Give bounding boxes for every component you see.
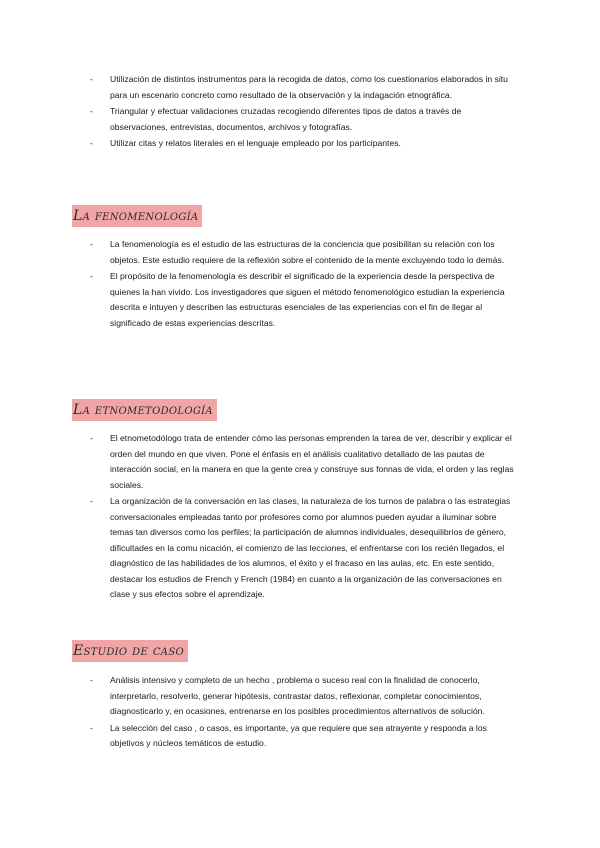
- list-item-text: El etnometodólogo trata de entender cómo las personas emprenden la tarea de ver, describir y explicar el orden del mundo en que viven. Pone el énfasis en el análisis cualitativo detallado de las pautas de interacción social, en la manera en que la gente crea y construye sus fonnas de vida, el orden y las reglas sociales.: [110, 433, 514, 490]
- bullet-dash: -: [90, 433, 93, 443]
- list-item-text: La organización de la conversación en las clases, la naturaleza de los turnos de palabra o las estrategias conversacionales empleadas tanto por profesores como por alumnos pueden ayudar a iluminar sobre temas tan diversos como los perfiles; la participación de alumnos individuales, desequilibrios de género, dificultades en la comu nicación, el comienzo de las lecciones, el enfrentarse con los recién llegados, el diagnóstico de las habilidades de los alumnos, el éxito y el fracaso en las aulas, etc. En este sentido, destacar los estudios de French y French (1984) en cuanto a la organización de las conversaciones en clase y sus efectos sobre el aprendizaje.: [110, 496, 511, 599]
- list-item: [90, 72, 520, 103]
- list-item-text: Análisis intensivo y completo de un hecho , problema o suceso real con la finalidad de conocerlo, interpretarlo, resolverlo, generar hipótesis, contrastar datos, reflexionar, completar conocimientos, diagnosticarlo y, en ocasiones, entrenarse en los posibles procedimientos alternativos de solución.: [110, 675, 485, 716]
- bullet-dash: -: [90, 496, 93, 506]
- list-item-text: Utilizar citas y relatos literales en el lenguaje empleado por los participantes.: [110, 138, 401, 148]
- list-item-text: Triangular y efectuar validaciones cruzadas recogiendo diferentes tipos de datos a través de observaciones, entrevistas, documentos, archivos y fotografías.: [110, 106, 462, 132]
- bullet-dash: -: [90, 675, 93, 685]
- list-item-text: La fenomenología es el estudio de las estructuras de la conciencia que posibilitan su relación con los objetos. Este estudio requiere de la reflexión sobre el contenido de la mente excluyendo todo lo demás.: [110, 239, 505, 265]
- etnometodologia-bullet-list: [90, 431, 520, 604]
- list-item: [90, 104, 520, 135]
- bullet-dash: -: [90, 106, 93, 116]
- list-item: [90, 237, 520, 268]
- list-item: [90, 431, 520, 493]
- bullet-dash: -: [90, 74, 93, 84]
- list-item: [90, 721, 520, 752]
- section-heading-fenomenologia: La fenomenología: [72, 205, 202, 227]
- bullet-dash: -: [90, 271, 93, 281]
- heading-estudio-caso-wrap: [72, 640, 188, 662]
- intro-bullet-list: [90, 72, 520, 153]
- section-heading-estudio-de-caso: Estudio de caso: [72, 640, 188, 662]
- list-item-text: La selección del caso , o casos, es importante, ya que requiere que sea atrayente y responda a los objetivos y núcleos temáticos de estudio.: [110, 722, 487, 748]
- estudio-caso-bullet-list: [90, 673, 520, 753]
- fenomenologia-bullet-list: [90, 237, 520, 332]
- bullet-dash: -: [90, 138, 93, 148]
- list-item: [90, 494, 520, 603]
- list-item-text: El propósito de la fenomenología es describir el significado de la experiencia desde la perspectiva de quienes la han vivido. Los investigadores que siguen el método fenomenológico estudian la experiencia descrita e intuyen y describen las estructuras esenciales de las experiencias con el fin de llegar al significado de estas experiencias descritas.: [110, 271, 505, 328]
- section-heading-etnometodologia: La etnometodología: [72, 399, 217, 421]
- bullet-dash: -: [90, 722, 93, 733]
- list-item-text: Utilización de distintos instrumentos para la recogida de datos, como los cuestionarios elaborados in situ para un escenario concreto como resultado de la observación y la indagación etnográfica.: [110, 74, 508, 100]
- list-item: [90, 673, 520, 720]
- list-item: [90, 269, 520, 331]
- bullet-dash: -: [90, 239, 93, 249]
- heading-etnometodologia-wrap: [72, 399, 217, 421]
- list-item: [90, 136, 520, 152]
- heading-fenomenologia-wrap: [72, 205, 202, 227]
